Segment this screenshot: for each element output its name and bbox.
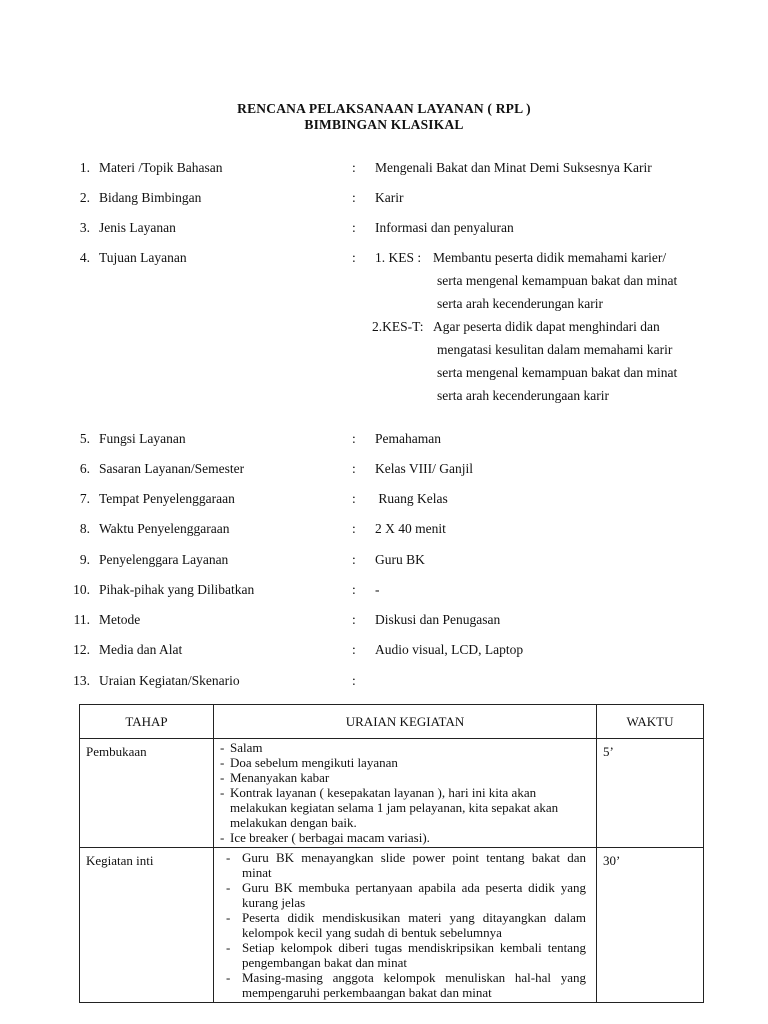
- list-item: - Masing-masing anggota kelompok menuliskan hal-hal yang mempengaruhi perkembaangan bakat dan minat: [220, 970, 586, 1000]
- item-uraian: [0, 673, 768, 693]
- item-value: Kelas VIII/ Ganjil: [375, 461, 473, 476]
- item-colon: :: [352, 461, 356, 476]
- item-label: Materi /Topik Bahasan: [99, 160, 223, 175]
- tujuan-kest-line: serta mengenal kemampuan bakat dan minat: [437, 365, 678, 380]
- list-item: - Salam: [220, 740, 592, 755]
- table-row: [80, 739, 704, 848]
- list-item: - Doa sebelum mengikuti layanan: [220, 755, 592, 770]
- item-number: 2.: [79, 190, 90, 205]
- item-number: 5.: [79, 431, 90, 446]
- item-colon: :: [352, 220, 356, 235]
- list-item: - Guru BK menayangkan slide power point tentang bakat dan minat: [220, 850, 586, 880]
- item-colon: :: [352, 491, 356, 506]
- item-media: [0, 642, 768, 662]
- item-colon: :: [352, 673, 356, 688]
- item-label: Fungsi Layanan: [99, 431, 186, 446]
- item-label: Uraian Kegiatan/Skenario: [99, 673, 240, 688]
- item-colon: :: [352, 642, 356, 657]
- item-bidang: [0, 190, 768, 210]
- item-colon: :: [352, 250, 356, 265]
- item-number: 9.: [79, 552, 90, 567]
- list-item: - Ice breaker ( berbagai macam variasi).: [220, 830, 592, 845]
- list-item: - Peserta didik mendiskusikan materi yang ditayangkan dalam kelompok kecil yang sudah di bentuk sebelumnya: [220, 910, 586, 940]
- document-subtitle: BIMBINGAN KLASIKAL: [304, 117, 464, 132]
- item-penyelenggara: [0, 552, 768, 572]
- tujuan-kest-prefix: 2.KES-T:: [372, 319, 424, 334]
- tujuan-kes-line: serta arah kecenderungan karir: [437, 296, 604, 311]
- tujuan-kes-line: Membantu peserta didik memahami karier/: [433, 250, 667, 265]
- tujuan-kes-line: serta mengenal kemampuan bakat dan minat: [437, 273, 678, 288]
- item-metode: [0, 612, 768, 632]
- header-waktu: WAKTU: [597, 705, 704, 739]
- item-materi: [0, 160, 768, 180]
- tujuan-kest-line: Agar peserta didik dapat menghindari dan: [433, 319, 660, 334]
- item-number: 7.: [79, 491, 90, 506]
- tujuan-kest-line: serta arah kecenderungaan karir: [437, 388, 610, 403]
- item-label: Waktu Penyelenggaraan: [99, 521, 230, 536]
- list-item: - Guru BK membuka pertanyaan apabila ada peserta didik yang kurang jelas: [220, 880, 586, 910]
- stage-cell: Pembukaan: [80, 739, 214, 848]
- item-value: Ruang Kelas: [375, 491, 448, 506]
- item-sasaran: [0, 461, 768, 481]
- item-value: Audio visual, LCD, Laptop: [375, 642, 524, 657]
- item-value: -: [375, 582, 380, 597]
- item-label: Metode: [99, 612, 141, 627]
- tujuan-kes-prefix: 1. KES :: [375, 250, 422, 265]
- item-label: Sasaran Layanan/Semester: [99, 461, 245, 476]
- item-label: Bidang Bimbingan: [99, 190, 202, 205]
- tujuan-kest-line: mengatasi kesulitan dalam memahami karir: [437, 342, 673, 357]
- item-number: 6.: [79, 461, 90, 476]
- header-tahap: TAHAP: [80, 705, 214, 739]
- item-label: Jenis Layanan: [99, 220, 176, 235]
- item-colon: :: [352, 160, 356, 175]
- item-colon: :: [352, 612, 356, 627]
- table-row: [80, 848, 704, 1003]
- item-value: Informasi dan penyaluran: [375, 220, 514, 235]
- activity-cell: [214, 739, 597, 848]
- item-label: Tempat Penyelenggaraan: [99, 491, 235, 506]
- item-colon: :: [352, 190, 356, 205]
- item-colon: :: [352, 552, 356, 567]
- item-label: Pihak-pihak yang Dilibatkan: [99, 582, 255, 597]
- item-number: 4.: [79, 250, 90, 265]
- item-colon: :: [352, 431, 356, 446]
- item-colon: :: [352, 521, 356, 536]
- item-value: Diskusi dan Penugasan: [375, 612, 501, 627]
- list-item: - Setiap kelompok diberi tugas mendiskripsikan kembali tentang pengembangan bakat dan minat: [220, 940, 586, 970]
- item-value: 2 X 40 menit: [375, 521, 446, 536]
- item-value: Mengenali Bakat dan Minat Demi Suksesnya Karir: [375, 160, 652, 175]
- item-colon: :: [352, 582, 356, 597]
- item-number: 8.: [79, 521, 90, 536]
- item-fungsi: [0, 431, 768, 451]
- activity-cell: [214, 848, 597, 1003]
- table-header-row: [80, 705, 704, 739]
- item-value: Karir: [375, 190, 404, 205]
- item-jenis: [0, 220, 768, 240]
- item-label: Penyelenggara Layanan: [99, 552, 229, 567]
- document-title: RENCANA PELAKSANAAN LAYANAN ( RPL ): [237, 101, 531, 116]
- item-label: Media dan Alat: [99, 642, 183, 657]
- item-value: Pemahaman: [375, 431, 441, 446]
- item-number: 11.: [73, 612, 90, 627]
- item-number: 12.: [73, 642, 90, 657]
- time-cell: 30’: [597, 848, 704, 1003]
- item-tempat: [0, 491, 768, 511]
- item-label: Tujuan Layanan: [99, 250, 187, 265]
- item-value: Guru BK: [375, 552, 425, 567]
- item-number: 3.: [79, 220, 90, 235]
- stage-cell: Kegiatan inti: [80, 848, 214, 1003]
- kegiatan-table: [79, 704, 704, 1003]
- item-number: 10.: [73, 582, 90, 597]
- item-number: 13.: [73, 673, 90, 688]
- item-number: 1.: [79, 160, 90, 175]
- time-cell: 5’: [597, 739, 704, 848]
- item-waktu: [0, 521, 768, 541]
- header-uraian: URAIAN KEGIATAN: [214, 705, 597, 739]
- item-pihak: [0, 582, 768, 602]
- list-item: - Menanyakan kabar: [220, 770, 592, 785]
- list-item: - Kontrak layanan ( kesepakatan layanan ), hari ini kita akan melakukan kegiatan selama 1 jam pelayanan, kita sepakat akan melakukan dengan baik.: [220, 785, 592, 830]
